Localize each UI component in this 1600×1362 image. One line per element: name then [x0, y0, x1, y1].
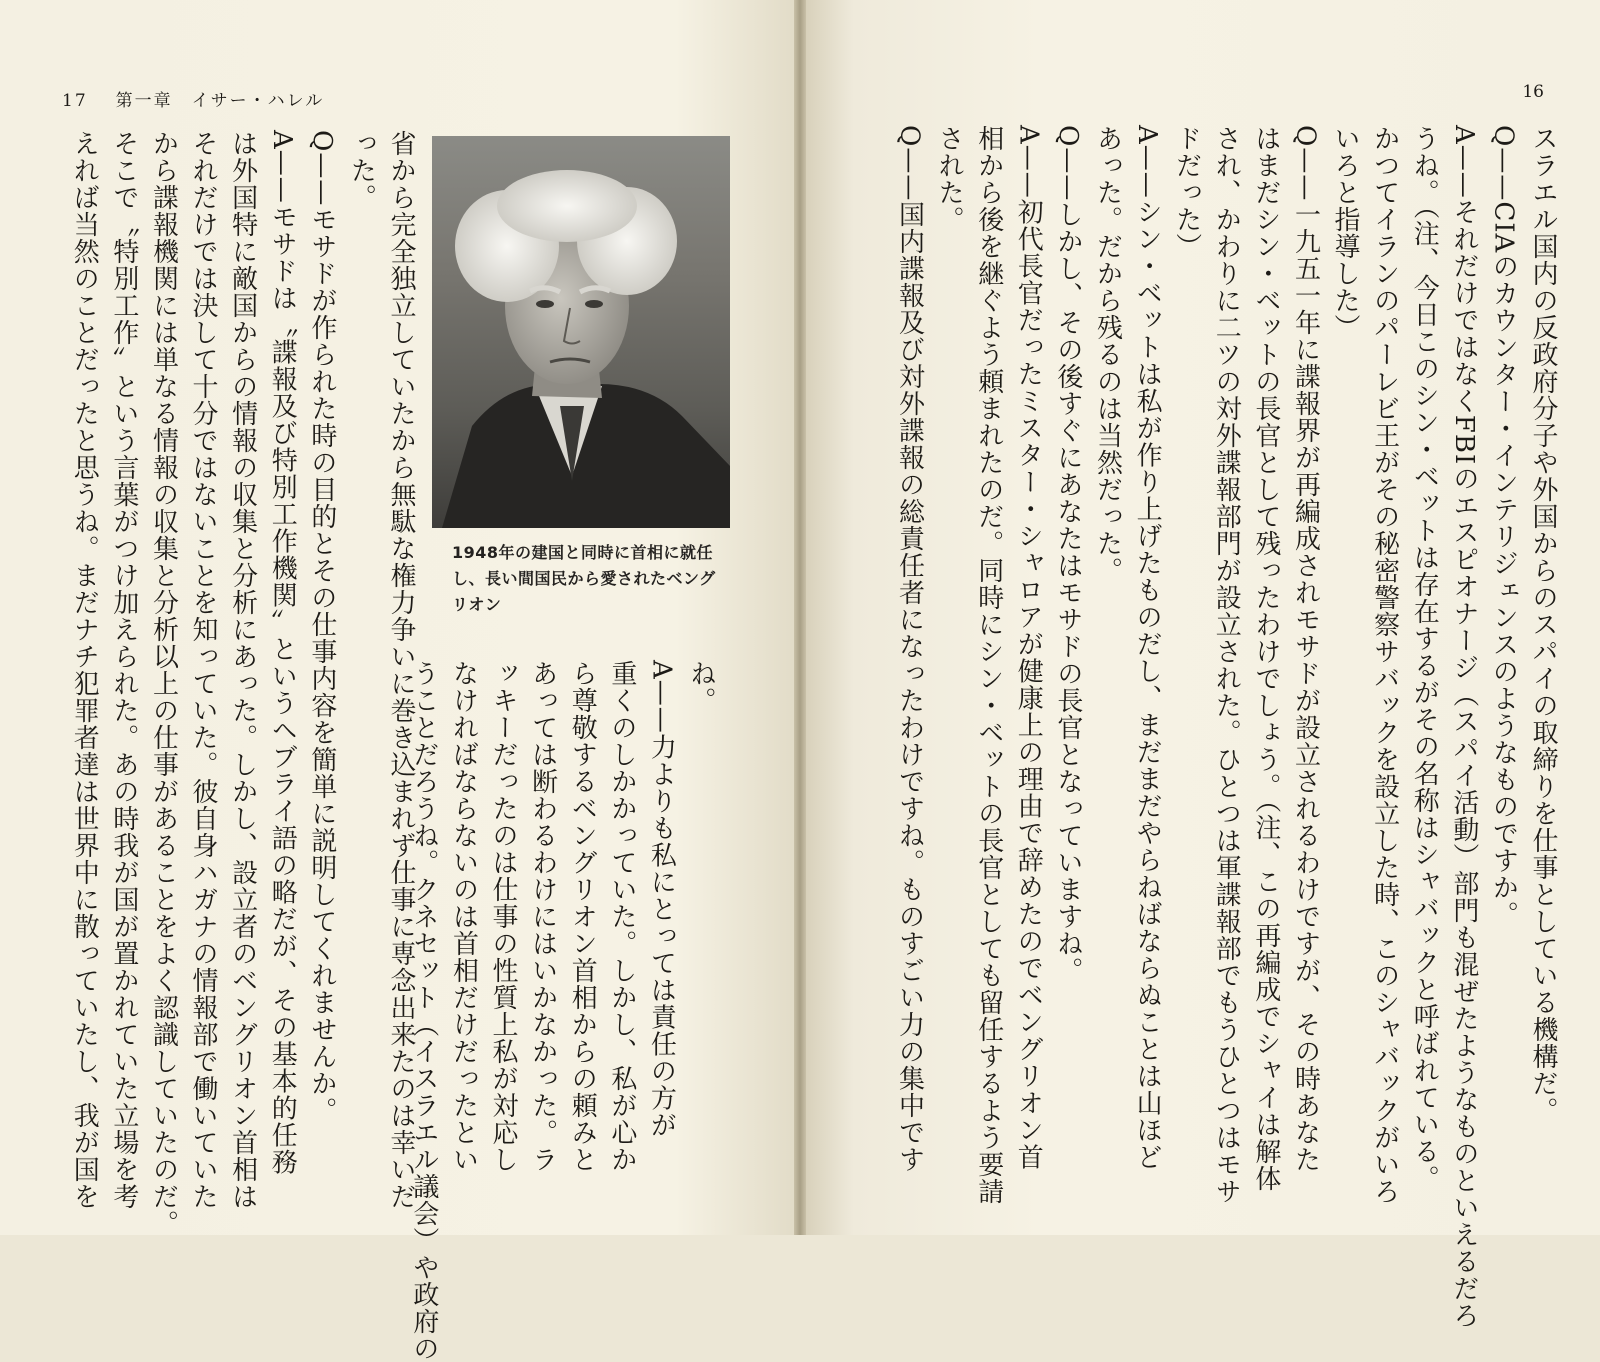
running-header: [62, 86, 324, 111]
page-number-right: 16: [1522, 82, 1544, 102]
portrait-photo: [432, 136, 730, 528]
book-gutter: [794, 0, 806, 1235]
left-upper-text: ね。 A——力よりも私にとっては責任の方が 重くのしかかっていた。しかし、私が心か ら尊敬するベングリオン首相からの頼みと あっては断わるわけにはいかなかった。ラ ッキーだったのは仕事の性質上私が対応し なければならないのは首相だけだったとい うことだろうね。クネセット（イスラエル議会）や政府の: [408, 660, 716, 1362]
right-body-text: スラエル国内の反政府分子や外国からのスパイの取締りを仕事としている機構だ。 Q——CIAのカウンター・インテリジェンスのようなものですか。 A——それだけではなくFBIのエスピオナージ（スパイ活動）部門も混ぜたようなものといえるだろ うね。（注、今日このシン・ベットは存在するがその名称はシャバックと呼ばれている。 かつてイランのパーレビ王がその秘密警察サバックを設立した時、このシャバックがいろ いろと指導した） Q——一九五一年に諜報界が再編成されモサドが設立されるわけですが、その時あなた はまだシン・ベットの長官として残ったわけでしょう。（注、この再編成でシャイは解体 され、かわりに二ツの対外諜報部門が設立された。ひとつは軍諜報部でもうひとつはモサ ドだった） A——シン・ベットは私が作り上げたものだし、まだまだやらねばならぬことは山ほど あった。だから残るのは当然だった。 Q——しかし、その後すぐにあなたはモサドの長官となっていますね。 A——初代長官だったミスター・シャロアが健康上の理由で辞めたのでベングリオン首 相から後を継ぐよう頼まれたのだ。同時にシン・ベットの長官としても留任するよう要請 された。 Q——国内諜報及び対外諜報の総責任者になったわけですね。ものすごい力の集中です: [894, 125, 1558, 1330]
page-number-left: 17: [62, 91, 88, 111]
right-page: [806, 0, 1600, 1330]
chapter-title: 第一章 イサー・ハレル: [115, 91, 325, 111]
photo-caption: 1948年の建国と同時に首相に就任し、長い間国民から愛されたベングリオン: [452, 543, 716, 614]
left-lower-text: 省から完全独立していたから無駄な権力争いに巻き込まれず仕事に専念出来たのは幸いだ った。 Q——モサドが作られた時の目的とその仕事内容を簡単に説明してくれませんか。 A——モサドは〝諜報及び特別工作機関〟というヘブライ語の略だが、その基本的任務 は外国特に敵国からの情報の収集と分析にあった。しかし、設立者のベングリオン首相は それだけでは決して十分ではないことを知っていた。彼自身ハガナの情報部で働いていた から諜報機関には単なる情報の収集と分析以上の仕事があることをよく認識していたのだ。 そこで〝特別工作〟という言葉がつけ加えられた。あの時我が国が置かれていた立場を考 えれば当然のことだったと思うね。まだナチ犯罪者達は世界中に散っていたし、我が国を: [69, 130, 416, 1237]
left-page: [0, 0, 794, 1362]
